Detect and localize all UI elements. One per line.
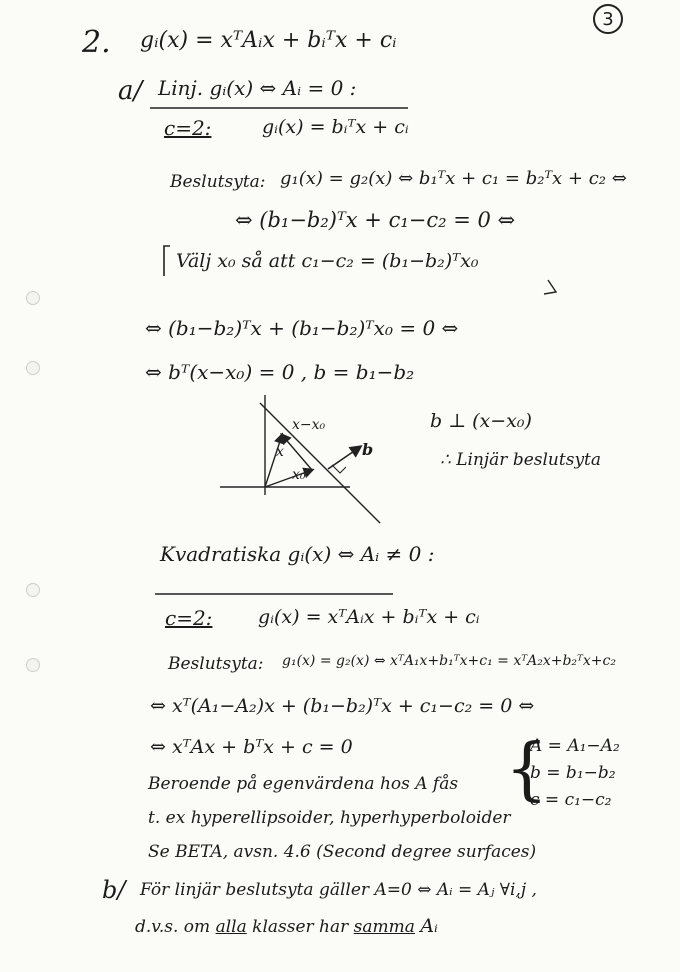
line2-end: Aᵢ xyxy=(420,915,438,937)
choose-x0-line: Välj x₀ så att c₁−c₂ = (b₁−b₂)ᵀx₀ xyxy=(176,250,479,272)
quadratic-note-2: t. ex hyperellipsoider, hyperhyperboloider xyxy=(148,808,511,828)
quadratic-beslutsyta-label: Beslutsyta: xyxy=(168,654,264,674)
page-number: 3 xyxy=(593,4,623,34)
part-a-label: a/ xyxy=(118,76,143,106)
emphasis-alla: alla xyxy=(215,917,247,937)
punch-hole xyxy=(26,291,40,305)
line2-middle: klasser har xyxy=(252,917,349,937)
step2-equation: ⇔ (b₁−b₂)ᵀx + (b₁−b₂)ᵀx₀ = 0 ⇔ xyxy=(145,316,459,340)
quadratic-rule xyxy=(155,592,395,596)
problem-number: 2. xyxy=(82,25,111,60)
part-b-line-2 xyxy=(135,917,438,936)
quadratic-note-3: Se BETA, avsn. 4.6 (Second degree surfaces) xyxy=(148,842,537,862)
emphasis-samma: samma xyxy=(353,917,415,937)
quadratic-note-1: Beroende på egenvärdena hos A fås xyxy=(148,774,459,794)
perpendicular-statement: b ⊥ (x−x₀) xyxy=(430,410,532,432)
part-b-line-1: För linjär beslutsyta gäller A=0 ⇔ Aᵢ = Aⱼ ∀i,j , xyxy=(140,880,537,900)
step3-equation: ⇔ bᵀ(x−x₀) = 0 , b = b₁−b₂ xyxy=(145,360,415,384)
linear-conclusion: ∴ Linjär beslutsyta xyxy=(440,450,602,470)
definitions-brace: { xyxy=(505,730,549,809)
part-b-label: b/ xyxy=(102,876,126,904)
punch-hole xyxy=(26,658,40,672)
c2-label: c=2: xyxy=(164,116,212,140)
problem-equation: gᵢ(x) = xᵀAᵢx + bᵢᵀx + cᵢ xyxy=(140,28,397,53)
line2-prefix: d.v.s. om xyxy=(135,917,211,937)
step1-equation: ⇔ (b₁−b₂)ᵀx + c₁−c₂ = 0 ⇔ xyxy=(235,208,516,232)
beslutsyta-equation: g₁(x) = g₂(x) ⇔ b₁ᵀx + c₁ = b₂ᵀx + c₂ ⇔ xyxy=(280,168,627,189)
quadratic-step1: ⇔ xᵀ(A₁−A₂)x + (b₁−b₂)ᵀx + c₁−c₂ = 0 ⇔ xyxy=(150,695,535,717)
definition-c: c = c₁−c₂ xyxy=(530,790,612,810)
punch-hole xyxy=(26,361,40,375)
quadratic-header: Kvadratiska gᵢ(x) ⇔ Aᵢ ≠ 0 : xyxy=(160,542,435,566)
beslutsyta-label: Beslutsyta: xyxy=(170,172,266,192)
geometry-diagram xyxy=(220,395,400,530)
quadratic-step2: ⇔ xᵀAx + bᵀx + c = 0 xyxy=(150,736,353,758)
diagram-label-x0: x₀ xyxy=(292,467,306,483)
linear-header: Linj. gᵢ(x) ⇔ Aᵢ = 0 : xyxy=(158,76,357,100)
c2-equation: gᵢ(x) = bᵢᵀx + cᵢ xyxy=(262,116,409,138)
diagram-label-b: b xyxy=(362,440,374,459)
quadratic-c2-label: c=2: xyxy=(165,606,213,630)
quadratic-c2-equation: gᵢ(x) = xᵀAᵢx + bᵢᵀx + cᵢ xyxy=(258,606,480,628)
definition-A: A = A₁−A₂ xyxy=(530,736,620,756)
punch-hole xyxy=(26,583,40,597)
definition-b: b = b₁−b₂ xyxy=(530,763,616,783)
diagram-label-x: x xyxy=(276,444,284,460)
header-rule xyxy=(150,106,410,110)
diagram-label-x-minus-x0: x−x₀ xyxy=(292,417,326,433)
quadratic-beslutsyta-equation: g₁(x) = g₂(x) ⇔ xᵀA₁x+b₁ᵀx+c₁ = xᵀA₂x+b₂ᵀx+c₂ xyxy=(282,653,616,669)
